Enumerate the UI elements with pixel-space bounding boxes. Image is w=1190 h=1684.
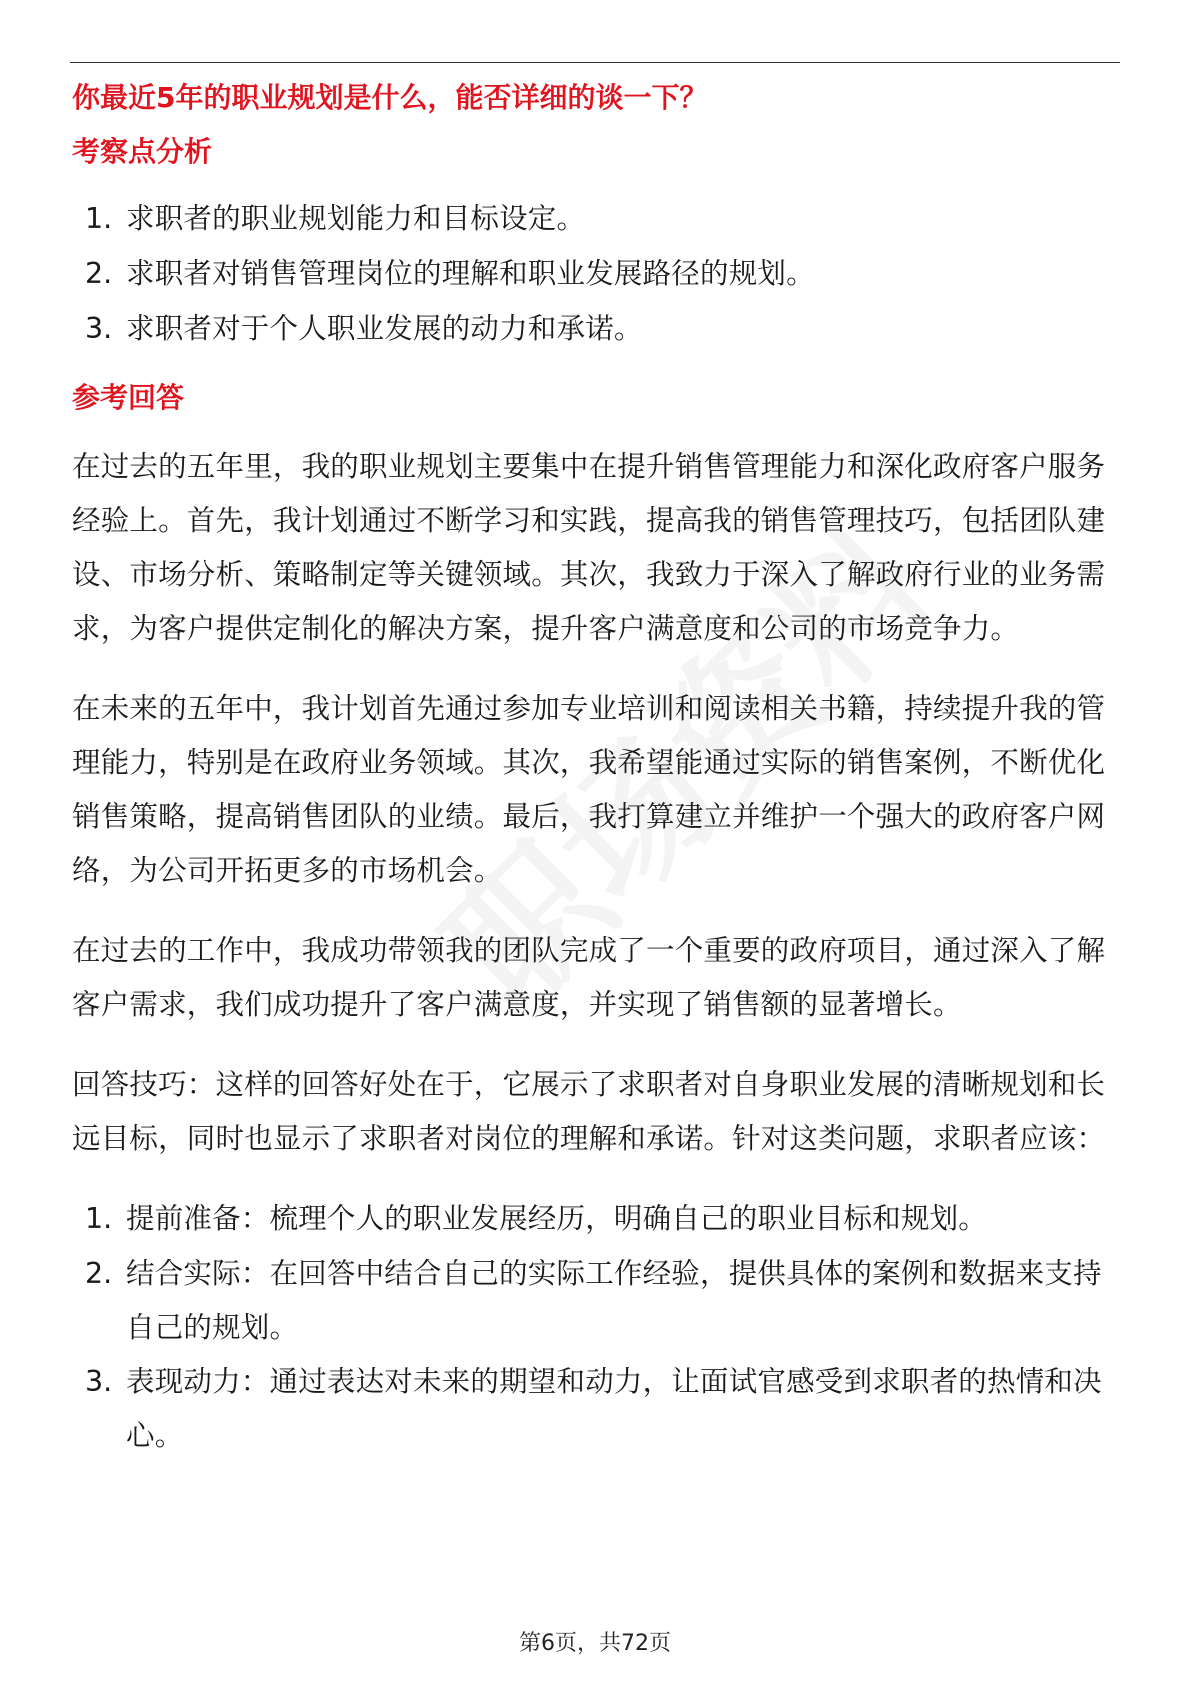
tip-item-3-number: 3. — [85, 1365, 113, 1398]
answer-para2-line-2: 理能力，特别是在政府业务领域。其次，我希望能通过实际的销售案例，不断优化 — [72, 746, 1106, 779]
question-title: 你最近5年的职业规划是什么，能否详细的谈一下？ — [72, 81, 708, 114]
analysis-heading: 考察点分析 — [72, 135, 213, 168]
tip-item-1-line-1: 提前准备：梳理个人的职业发展经历，明确自己的职业目标和规划。 — [126, 1202, 988, 1235]
analysis-item-2-number: 2. — [85, 257, 113, 290]
answer-heading: 参考回答 — [72, 381, 185, 414]
tip-item-3-line-1: 表现动力：通过表达对未来的期望和动力，让面试官感受到求职者的热情和决 — [126, 1365, 1102, 1398]
analysis-item-1-text: 求职者的职业规划能力和目标设定。 — [126, 202, 586, 235]
answer-para2-line-4: 络，为公司开拓更多的市场机会。 — [72, 854, 503, 887]
answer-para1-line-4: 求，为客户提供定制化的解决方案，提升客户满意度和公司的市场竞争力。 — [72, 612, 1020, 645]
answer-para1-line-3: 设、市场分析、策略制定等关键领域。其次，我致力于深入了解政府行业的业务需 — [72, 558, 1106, 591]
analysis-item-2-text: 求职者对销售管理岗位的理解和职业发展路径的规划。 — [126, 257, 815, 290]
top-divider — [70, 62, 1120, 63]
tips-line-2: 远目标，同时也显示了求职者对岗位的理解和承诺。针对这类问题，求职者应该： — [72, 1122, 1106, 1155]
analysis-item-3-text: 求职者对于个人职业发展的动力和承诺。 — [126, 312, 643, 345]
answer-para2-line-1: 在未来的五年中，我计划首先通过参加专业培训和阅读相关书籍，持续提升我的管 — [72, 692, 1106, 725]
tips-line-1: 回答技巧：这样的回答好处在于，它展示了求职者对自身职业发展的清晰规划和长 — [72, 1068, 1106, 1101]
tip-item-2-number: 2. — [85, 1257, 113, 1290]
answer-para1-line-2: 经验上。首先，我计划通过不断学习和实践，提高我的销售管理技巧，包括团队建 — [72, 504, 1106, 537]
tip-item-1-number: 1. — [85, 1202, 113, 1235]
answer-para2-line-3: 销售策略，提高销售团队的业绩。最后，我打算建立并维护一个强大的政府客户网 — [72, 800, 1106, 833]
tip-item-3-line-2: 心。 — [126, 1419, 184, 1452]
analysis-item-3-number: 3. — [85, 312, 113, 345]
answer-para1-line-1: 在过去的五年里，我的职业规划主要集中在提升销售管理能力和深化政府客户服务 — [72, 450, 1106, 483]
analysis-item-1-number: 1. — [85, 202, 113, 235]
answer-para3-line-2: 客户需求，我们成功提升了客户满意度，并实现了销售额的显著增长。 — [72, 988, 962, 1021]
tip-item-2-line-1: 结合实际：在回答中结合自己的实际工作经验，提供具体的案例和数据来支持 — [126, 1257, 1102, 1290]
answer-para3-line-1: 在过去的工作中，我成功带领我的团队完成了一个重要的政府项目，通过深入了解 — [72, 934, 1106, 967]
tip-item-2-line-2: 自己的规划。 — [126, 1311, 299, 1344]
page-footer: 第6页，共72页 — [519, 1631, 671, 1656]
